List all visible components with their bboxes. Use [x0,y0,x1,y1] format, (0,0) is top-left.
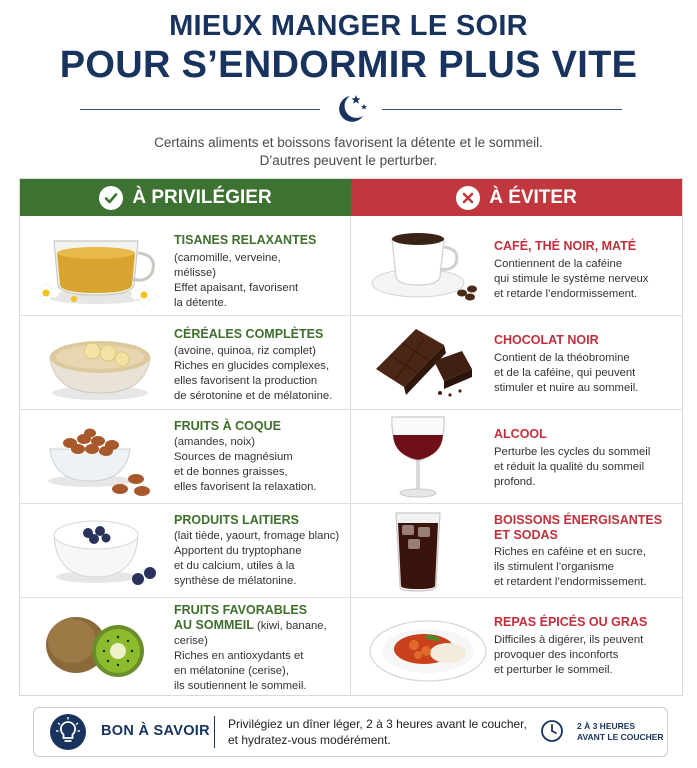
favor-item-tisanes [174,233,346,311]
favor-item-text: cerise) Riches en antioxydants et en mélatonine (cerise), ils soutiennent le sommeil. [174,635,307,692]
avoid-item-alcool [494,427,678,490]
favor-item-cereales [174,327,346,404]
row-divider [20,597,682,598]
favor-header [20,179,351,216]
yogurt-bowl-illustration [46,509,158,593]
oatmeal-bowl-illustration [42,321,158,403]
comparison-table [19,178,683,696]
favor-header-label: À PRIVILÉGIER [132,186,272,208]
coffee-cup-illustration [366,225,486,309]
subtitle-line1: Certains aliments et boissons favorisent la détente et le sommeil. [154,135,543,150]
favor-item-fruits-coque [174,419,346,495]
avoid-item-text: Contient de la théobromine et de la caféine, qui peuvent stimuler et nuire au sommeil. [494,352,639,394]
herbal-tea-illustration [34,223,164,309]
check-circle-icon [99,186,123,210]
favor-item-text: (amandes, noix) Sources de magnésium et de bonnes graisses, elles favorisent la relaxation. [174,436,317,493]
avoid-item-boissons [494,513,678,590]
favor-item-title: FRUITS FAVORABLES AU SOMMEIL (kiwi, banane, [174,603,327,632]
soda-glass-illustration [392,507,444,593]
favor-item-title: FRUITS À COQUE [174,419,281,433]
avoid-item-title: REPAS ÉPICÉS OU GRAS [494,615,648,629]
avoid-item-title: ALCOOL [494,427,547,441]
dark-chocolate-illustration [370,321,486,403]
avoid-item-title: CAFÉ, THÉ NOIR, MATÉ [494,239,637,253]
avoid-item-chocolat [494,333,678,396]
page-title-line1: MIEUX MANGER LE SOIR [169,10,528,42]
title-divider-left [80,109,320,110]
x-circle-icon [456,186,480,210]
tip-label: BON À SAVOIR [101,723,210,739]
favor-item-text: (camomille, verveine, mélisse) Effet apaisant, favorisent la détente. [174,252,299,309]
page-title-line2: POUR S’ENDORMIR PLUS VITE [59,44,638,86]
favor-item-text: (avoine, quinoa, riz complet) Riches en glucides complexes, elles favorisent la production de sérotonine et de mélatonine. [174,345,333,402]
favor-item-title: PRODUITS LAITIERS [174,513,300,527]
avoid-item-title: BOISSONS ÉNERGISANTES ET SODAS [494,513,663,542]
tip-divider [214,716,215,748]
favor-item-title: CÉRÉALES COMPLÈTES [174,327,324,341]
almonds-bowl-illustration [40,415,158,501]
row-divider [20,503,682,504]
kiwi-illustration [42,605,158,689]
lightbulb-icon [50,714,86,750]
avoid-item-title: CHOCOLAT NOIR [494,333,599,347]
wine-glass-illustration [386,413,450,501]
avoid-item-text: Perturbe les cycles du sommeil et réduit la qualité du sommeil profond. [494,446,651,488]
moon-stars-icon [330,92,372,128]
favor-item-text: (lait tiède, yaourt, fromage blanc) Apportent du tryptophane et du calcium, utiles à la synthèse de mélatonine. [174,530,340,587]
avoid-header [351,179,682,216]
avoid-item-repas [494,615,678,678]
avoid-header-label: À ÉVITER [489,186,577,208]
tip-box [33,707,668,757]
avoid-item-text: Riches en caféine et en sucre, ils stimulent l’organisme et retardent l’endormissement. [494,546,647,588]
column-divider [350,216,351,695]
clock-caption: 2 À 3 HEURES AVANT LE COUCHER [577,721,664,742]
favor-item-title: TISANES RELAXANTES [174,233,317,247]
clock-icon [540,719,564,743]
subtitle-line2: D’autres peuvent le perturber. [259,153,438,168]
row-divider [20,315,682,316]
avoid-item-text: Difficiles à digérer, ils peuvent provoquer des inconforts et perturber le sommeil. [494,634,644,676]
title-divider-right [382,109,622,110]
favor-item-produits-laitiers [174,513,350,589]
avoid-item-cafe [494,239,678,302]
tip-text: Privilégiez un dîner léger, 2 à 3 heures avant le coucher, et hydratez-vous modérément. [228,717,527,747]
spicy-dish-illustration [366,609,490,689]
row-divider [20,409,682,410]
avoid-item-text: Contiennent de la caféine qui stimule le système nerveux et retarde l’endormissement. [494,258,649,300]
favor-item-fruits-sommeil [174,603,350,694]
